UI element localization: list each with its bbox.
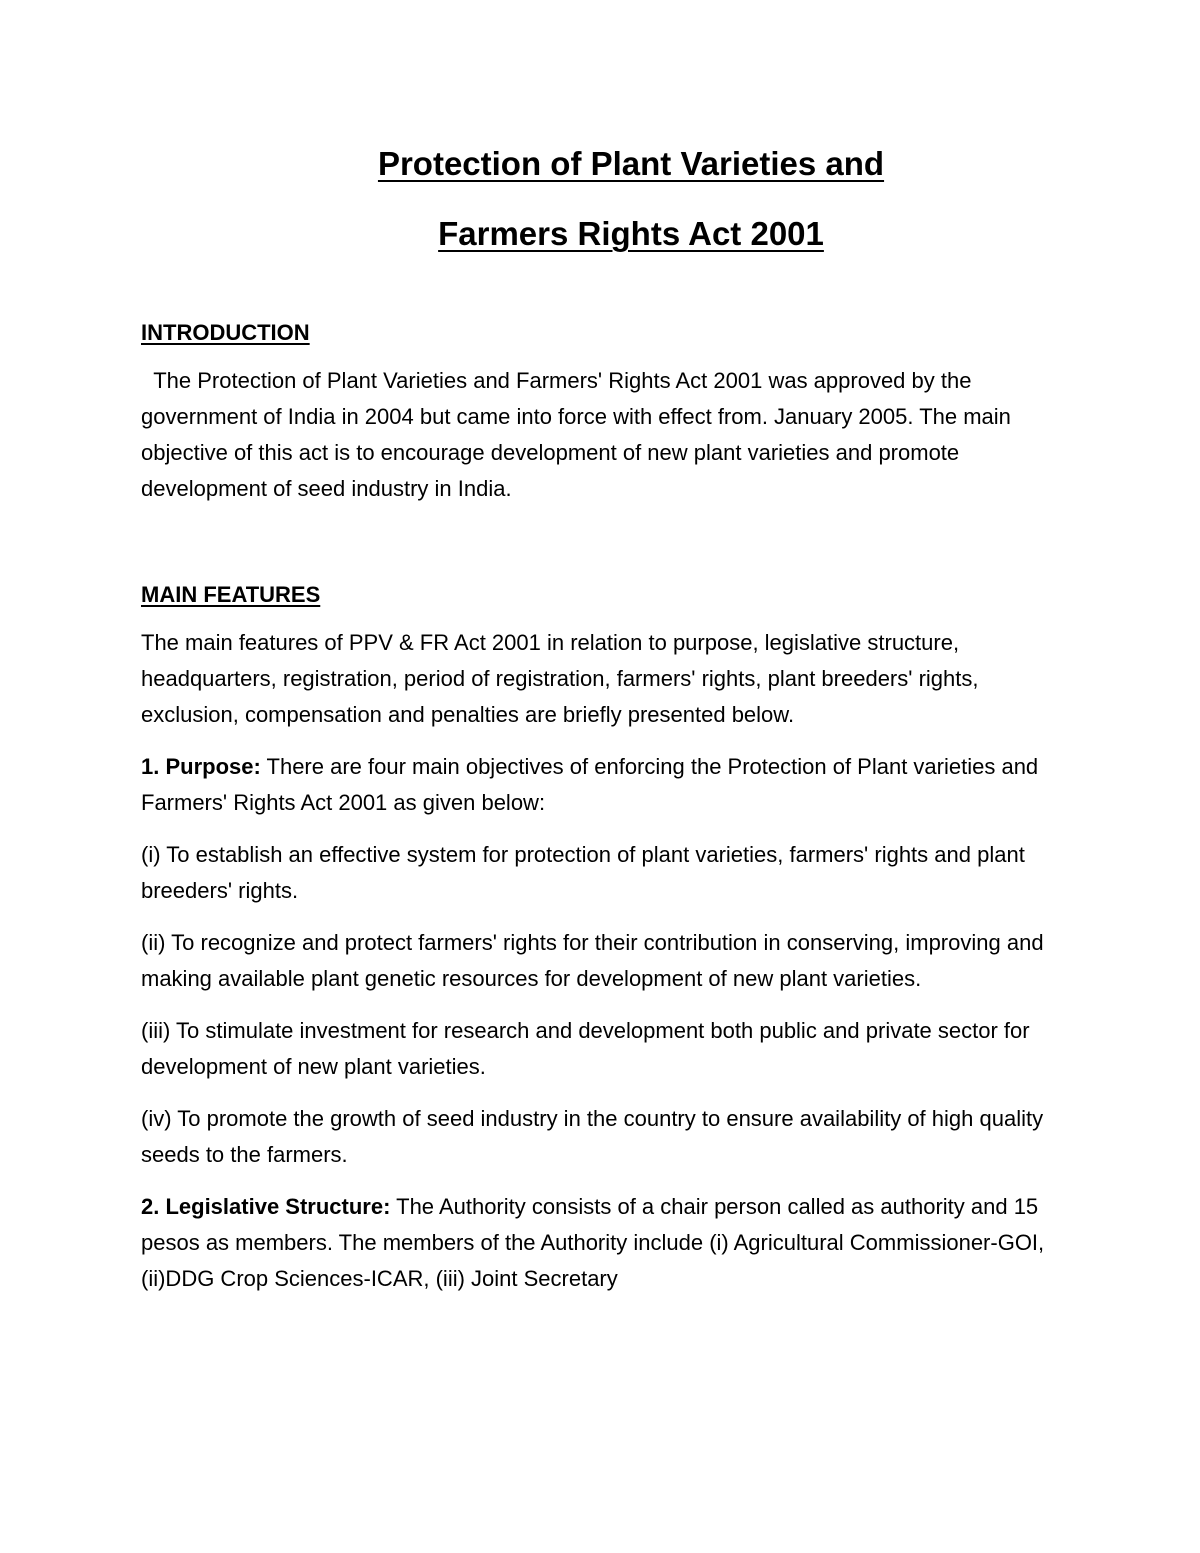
- legislative-structure-text: The Authority consists of a chair person called as authority and 15 pesos as members. The members of the Authority include (i) Agricultural Commissioner-GOI, (ii)DDG Crop Sciences-ICAR, (iii) Joint Secretary: [141, 1194, 1045, 1291]
- legislative-structure-paragraph: [141, 1189, 1061, 1297]
- purpose-item-2: (ii) To recognize and protect farmers' rights for their contribution in conserving, improving and making available plant genetic resources for development of new plant varieties.: [141, 930, 1044, 991]
- purpose-item-1: (i) To establish an effective system for protection of plant varieties, farmers' rights and plant breeders' rights.: [141, 842, 1025, 903]
- introduction-heading: INTRODUCTION: [141, 320, 310, 345]
- document-page: [141, 140, 1061, 1297]
- introduction-paragraph: [141, 363, 1061, 507]
- document-title-line-1: Protection of Plant Varieties and: [377, 145, 885, 182]
- legislative-structure-label: 2. Legislative Structure:: [141, 1194, 391, 1219]
- main-features-paragraph: The main features of PPV & FR Act 2001 in relation to purpose, legislative structure, headquarters, registration, period of registration, farmers' rights, plant breeders' rights, exclusion, compensation and penalties are briefly presented below.: [141, 630, 979, 727]
- purpose-paragraph: [141, 749, 1061, 821]
- purpose-item-4: (iv) To promote the growth of seed industry in the country to ensure availability of high quality seeds to the farmers.: [141, 1106, 1044, 1167]
- main-features-heading: MAIN FEATURES: [141, 582, 321, 607]
- introduction-text: The Protection of Plant Varieties and Farmers' Rights Act 2001 was approved by the government of India in 2004 but came into force with effect from. January 2005. The main objective of this act is to encourage development of new plant varieties and promote development of seed industry in India.: [141, 368, 1011, 501]
- purpose-text: There are four main objectives of enforcing the Protection of Plant varieties and Farmers' Rights Act 2001 as given below:: [141, 754, 1039, 815]
- purpose-item-3: (iii) To stimulate investment for research and development both public and private sector for development of new plant varieties.: [141, 1018, 1030, 1079]
- document-title-line-2: Farmers Rights Act 2001: [438, 215, 824, 252]
- purpose-label: 1. Purpose:: [141, 754, 261, 779]
